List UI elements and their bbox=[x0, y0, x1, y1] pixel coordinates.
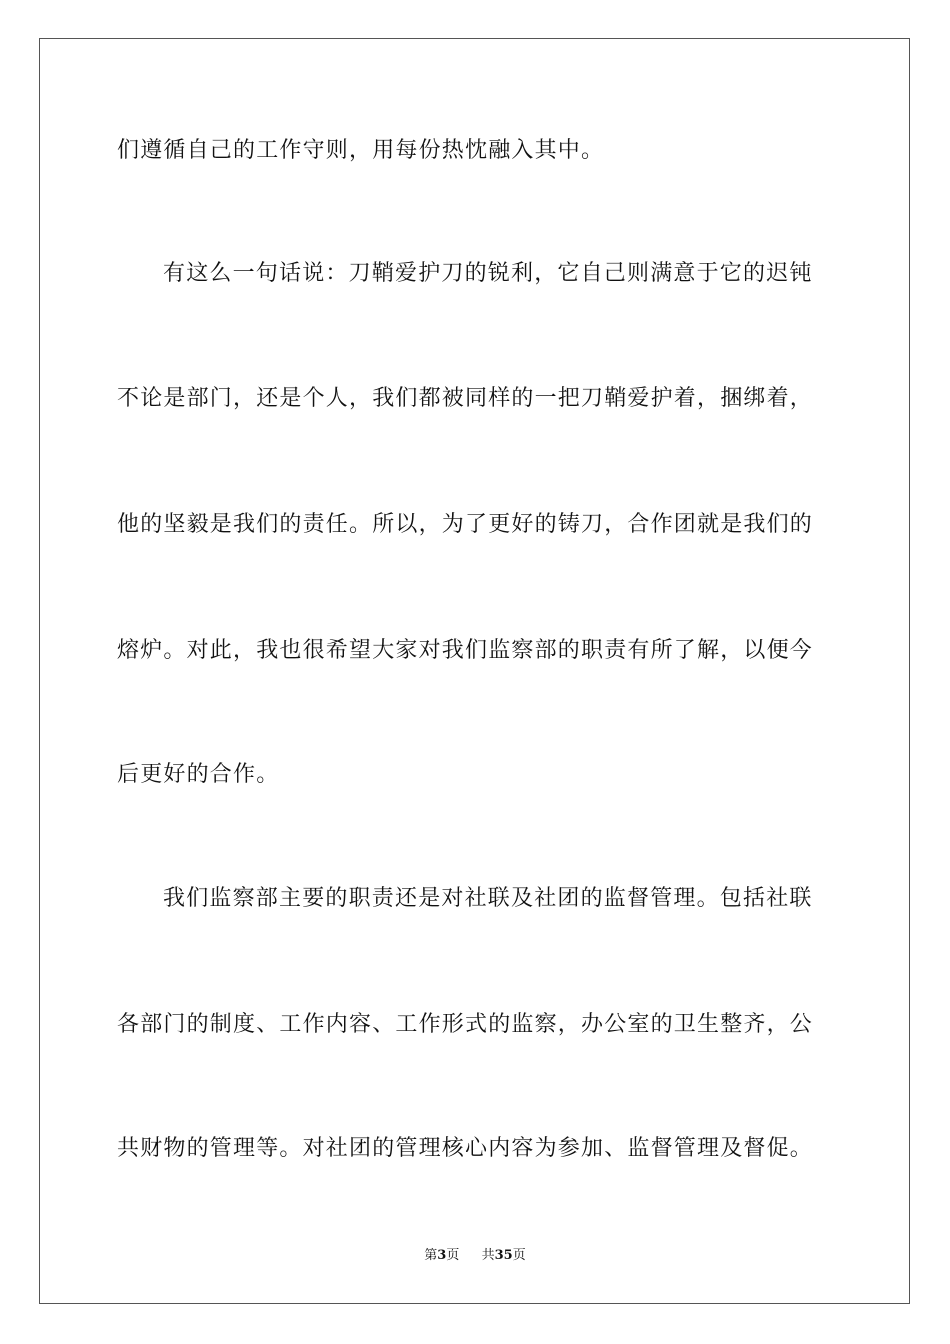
body-text-line: 熔炉。对此，我也很希望大家对我们监察部的职责有所了解，以便今 bbox=[117, 638, 814, 663]
total-suffix: 页 bbox=[512, 1248, 526, 1263]
page-suffix: 页 bbox=[446, 1248, 460, 1263]
page-prefix: 第 bbox=[424, 1248, 438, 1263]
body-text-line: 不论是部门，还是个人，我们都被同样的一把刀鞘爱护着，捆绑着， bbox=[117, 386, 814, 411]
total-prefix: 共 bbox=[481, 1248, 495, 1263]
body-text-line: 们遵循自己的工作守则，用每份热忱融入其中。 bbox=[117, 138, 605, 163]
paragraph-start-line: 有这么一句话说：刀鞘爱护刀的锐利，它自己则满意于它的迟钝 bbox=[163, 261, 813, 286]
page-border bbox=[39, 38, 910, 1304]
page-footer bbox=[0, 1247, 950, 1265]
page-number: 3 bbox=[437, 1248, 447, 1263]
body-text-line: 后更好的合作。 bbox=[117, 762, 280, 787]
body-text-line: 他的坚毅是我们的责任。所以，为了更好的铸刀，合作团就是我们的 bbox=[117, 512, 814, 537]
total-pages: 35 bbox=[494, 1248, 513, 1263]
body-text-line: 共财物的管理等。对社团的管理核心内容为参加、监督管理及督促。 bbox=[117, 1136, 814, 1161]
body-text-line: 各部门的制度、工作内容、工作形式的监察，办公室的卫生整齐，公 bbox=[117, 1012, 814, 1037]
paragraph-start-line: 我们监察部主要的职责还是对社联及社团的监督管理。包括社联 bbox=[163, 886, 813, 911]
